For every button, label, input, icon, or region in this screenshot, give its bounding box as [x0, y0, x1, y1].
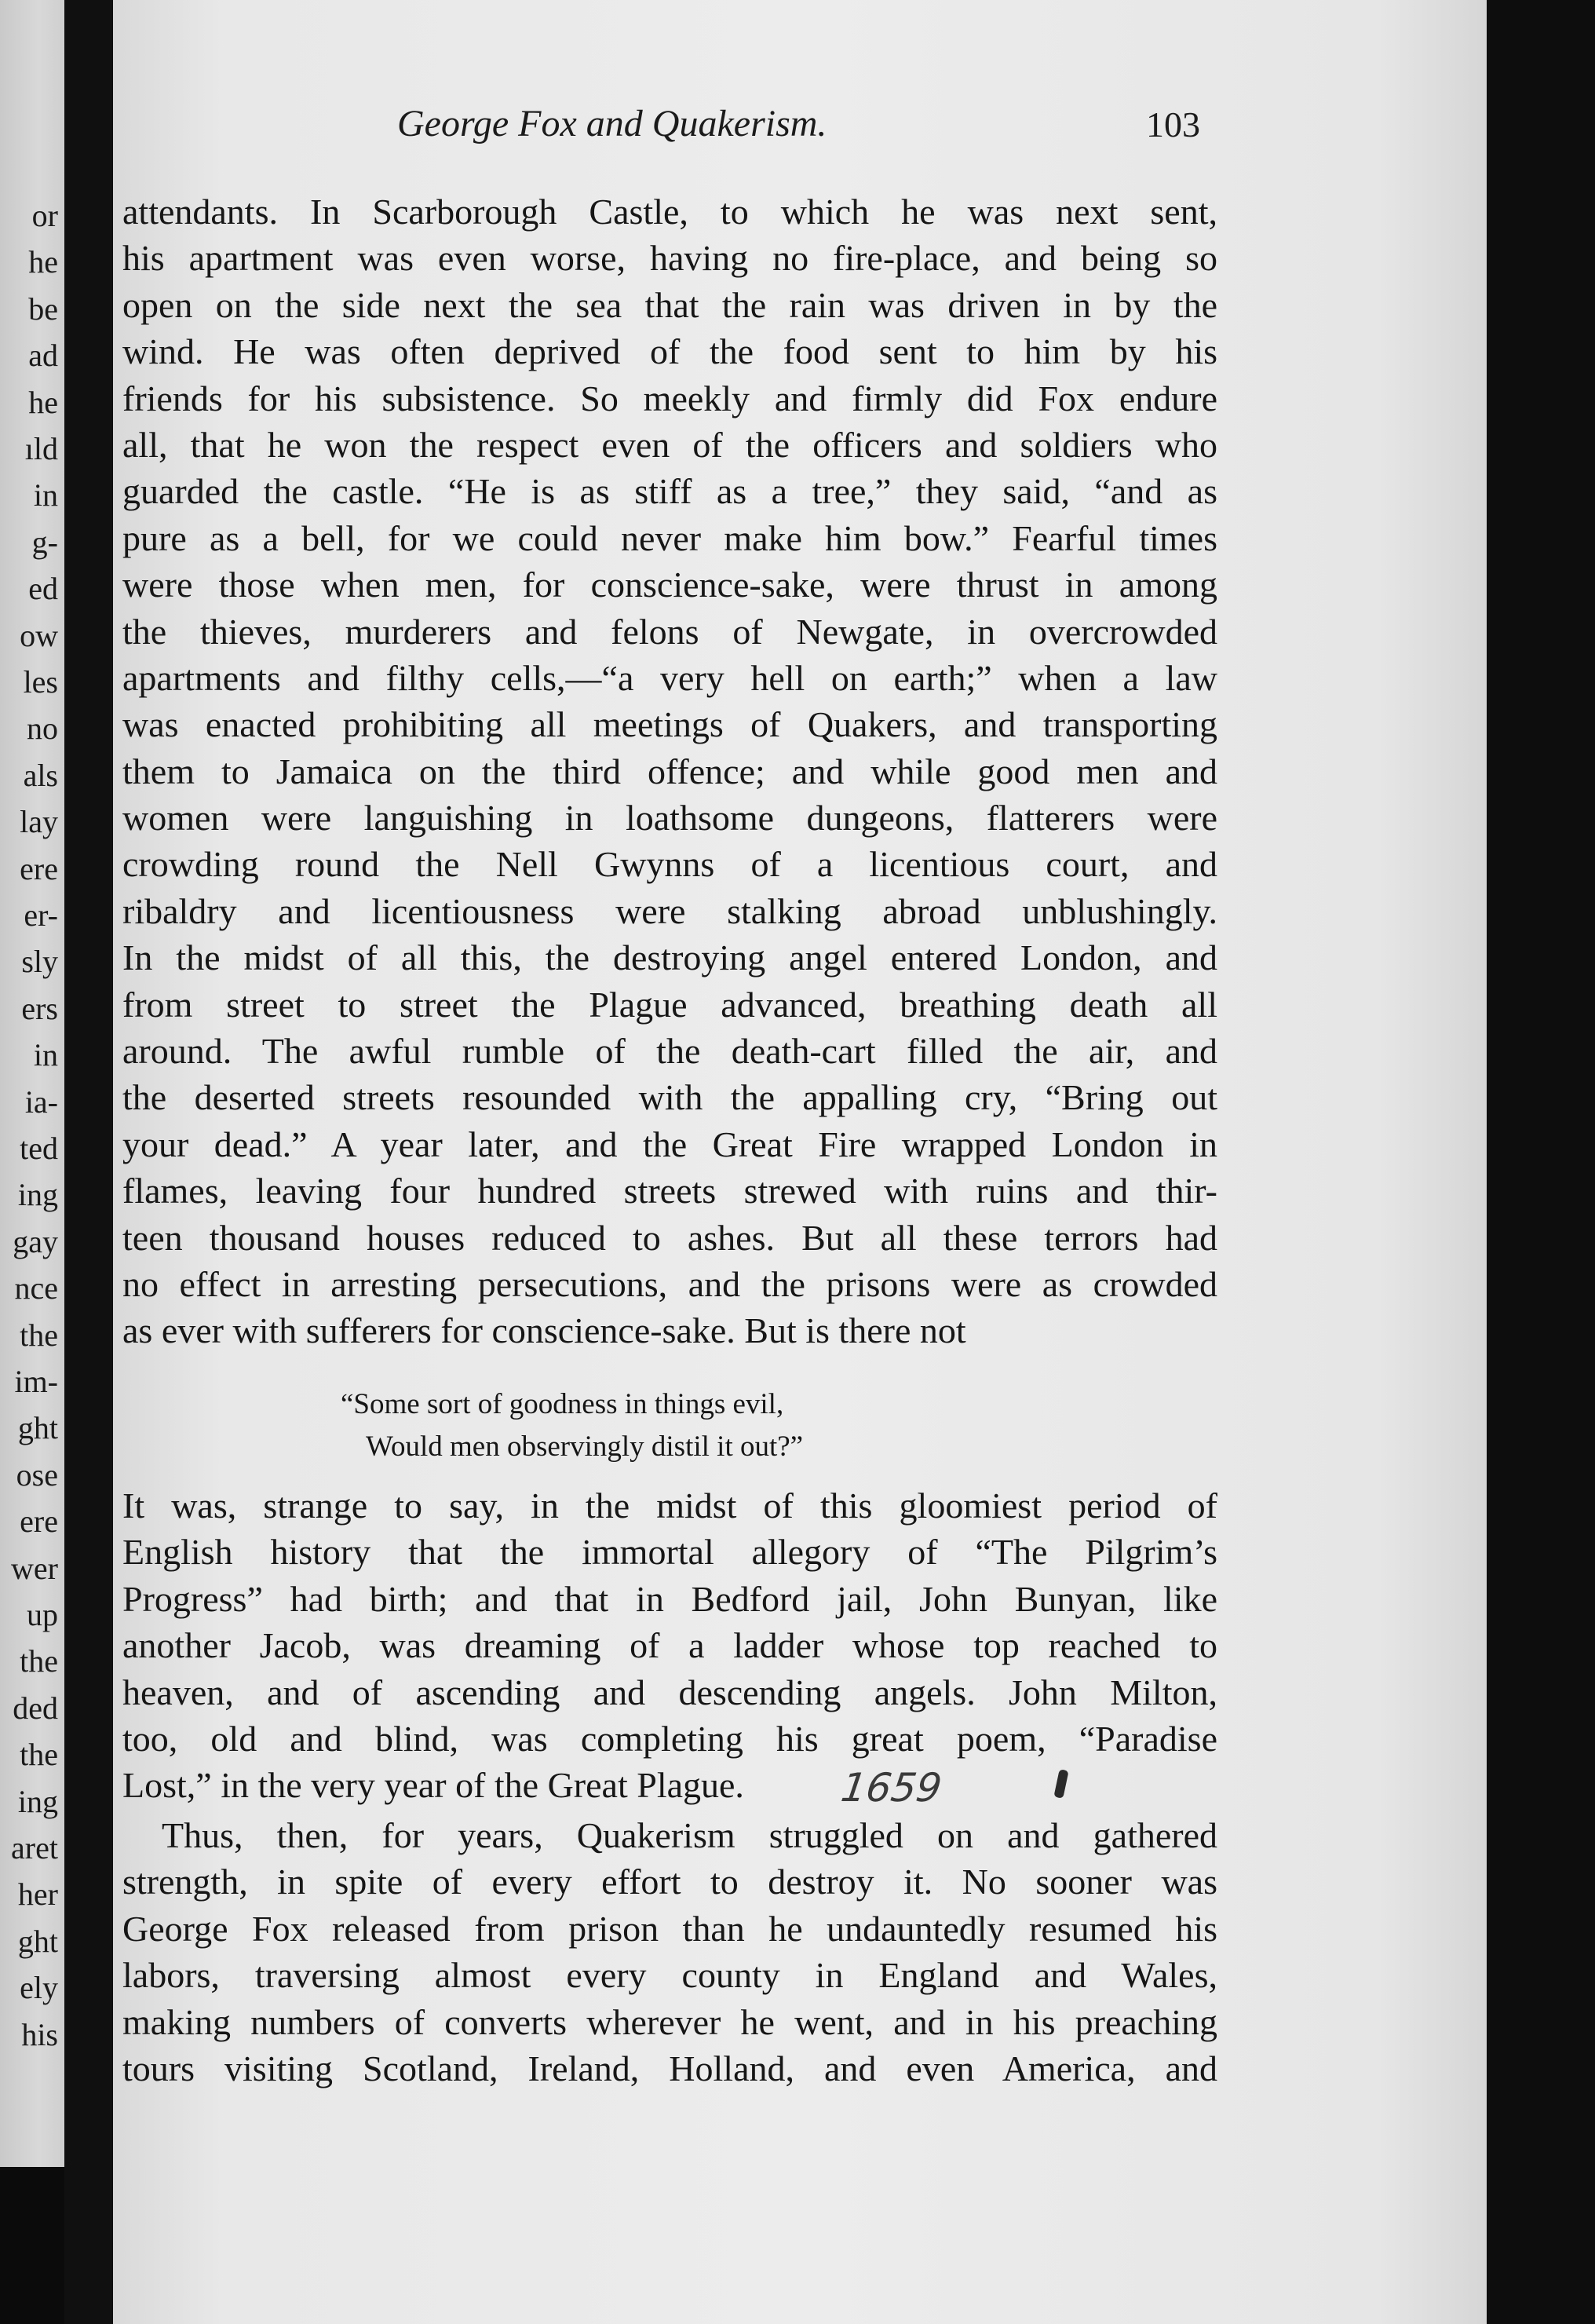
left-page-fragment: wer	[11, 1550, 58, 1586]
left-page-fragment: nce	[14, 1270, 58, 1306]
text-line: attendants. In Scarborough Castle, to which he was next sent,	[122, 192, 1217, 232]
text-line: Lost,” in the very year of the Great Plague.	[122, 1765, 744, 1806]
left-page-fragment: im-	[14, 1364, 58, 1399]
left-page-fragment: ght	[17, 1923, 58, 1959]
text-line: around. The awful rumble of the death-cart filled the air, and	[122, 1031, 1217, 1072]
adjacent-left-page	[0, 0, 64, 2167]
text-line: wind. He was often deprived of the food sent to him by his	[122, 331, 1217, 372]
quote-line: Would men observingly distil it out?”	[366, 1431, 804, 1463]
left-page-fragment: als	[23, 757, 58, 793]
left-page-fragment: ose	[16, 1456, 58, 1493]
left-page-fragment: in	[33, 477, 58, 513]
book-page	[113, 0, 1487, 2324]
left-page-fragment: be	[28, 290, 58, 327]
text-line: It was, strange to say, in the midst of this gloomiest period of	[122, 1485, 1217, 1526]
text-line: were those when men, for conscience-sake, were thrust in among	[122, 565, 1217, 605]
text-line: the deserted streets resounded with the appalling cry, “Bring out	[122, 1077, 1217, 1118]
left-page-fragment: les	[23, 664, 58, 700]
text-line: your dead.” A year later, and the Great Fire wrapped London in	[122, 1124, 1217, 1164]
page-header	[113, 102, 1487, 165]
paragraph-1	[122, 188, 1217, 1354]
handwritten-annotation: 1659	[838, 1765, 945, 1811]
quote-line: “Some sort of goodness in things evil,	[341, 1388, 784, 1420]
text-line: heaven, and of ascending and descending angels. John Milton,	[122, 1672, 1217, 1712]
left-page-fragment: aret	[11, 1830, 58, 1865]
text-line: making numbers of converts wherever he went, and in his preaching	[122, 2001, 1217, 2042]
left-page-fragment: or	[31, 198, 58, 233]
running-title: George Fox and Quakerism.	[397, 103, 827, 144]
left-page-fragment: his	[21, 2016, 58, 2052]
text-line: pure as a bell, for we could never make him bow.” Fearful times	[122, 517, 1217, 558]
text-line: ribaldry and licentiousness were stalking abroad unblushingly.	[122, 890, 1217, 931]
text-line: flames, leaving four hundred streets strewed with ruins and thir-	[122, 1171, 1217, 1211]
text-line: as ever with sufferers for conscience-sake. But is there not	[122, 1310, 966, 1351]
left-page-fragment: no	[27, 711, 58, 747]
left-page-fragment: ers	[21, 990, 58, 1026]
text-line: open on the side next the sea that the rain was driven in by the	[122, 284, 1217, 325]
verse-quote	[341, 1383, 1047, 1468]
left-page-fragment: the	[20, 1737, 58, 1773]
text-line: Thus, then, for years, Quakerism struggled on and gathered	[162, 1815, 1217, 1855]
left-page-fragment: er-	[24, 897, 58, 933]
text-line: friends for his subsistence. So meekly and firmly did Fox endure	[122, 378, 1217, 418]
left-page-fragment: ted	[20, 1131, 58, 1166]
left-page-fragment: he	[28, 384, 58, 420]
left-page-fragment: ere	[20, 850, 58, 886]
text-line: Progress” had birth; and that in Bedford jail, John Bunyan, like	[122, 1578, 1217, 1619]
left-page-fragment: ad	[28, 338, 58, 374]
text-line: his apartment was even worse, having no fire-place, and being so	[122, 238, 1217, 279]
text-line: In the midst of all this, the destroying angel entered London, and	[122, 937, 1217, 978]
text-line: too, old and blind, was completing his great poem, “Paradise	[122, 1718, 1217, 1759]
text-line: tours visiting Scotland, Ireland, Holland, and even America, and	[122, 2048, 1217, 2088]
text-line: no effect in arresting persecutions, and the prisons were as crowded	[122, 1263, 1217, 1304]
text-line: from street to street the Plague advanced, breathing death all	[122, 984, 1217, 1025]
text-line: the thieves, murderers and felons of Newgate, in overcrowded	[122, 611, 1217, 652]
left-page-fragment: ded	[13, 1690, 58, 1726]
left-page-fragment: ely	[20, 1970, 58, 2006]
left-page-fragment: in	[33, 1037, 58, 1073]
left-page-fragment: ed	[28, 571, 58, 607]
left-page-fragment: gay	[13, 1223, 58, 1259]
text-line: all, that he won the respect even of the officers and soldiers who	[122, 424, 1217, 465]
text-line: apartments and filthy cells,—“a very hell on earth;” when a law	[122, 657, 1217, 698]
left-page-fragment: he	[28, 244, 58, 280]
text-line: strength, in spite of every effort to destroy it. No sooner was	[122, 1862, 1217, 1902]
text-line: them to Jamaica on the third offence; and while good men and	[122, 751, 1217, 791]
text-line: labors, traversing almost every county in England and Wales,	[122, 1955, 1217, 1996]
left-page-fragment: the	[20, 1317, 58, 1353]
text-line: was enacted prohibiting all meetings of Quakers, and transporting	[122, 704, 1217, 745]
left-page-fragment: up	[27, 1597, 58, 1632]
left-page-fragment: her	[17, 1876, 58, 1913]
book-gutter	[64, 0, 113, 2324]
paragraph-2	[122, 1482, 1217, 1809]
left-page-fragment: ing	[17, 1783, 58, 1819]
left-page-fragment: ow	[20, 617, 58, 653]
left-page-fragment: ia-	[24, 1083, 58, 1120]
left-page-fragment: lay	[20, 804, 58, 840]
text-line: English history that the immortal allegory of “The Pilgrim’s	[122, 1532, 1217, 1573]
text-line: George Fox released from prison than he undauntedly resumed his	[122, 1908, 1217, 1949]
left-page-fragment: the	[20, 1643, 58, 1679]
left-page-fragment: g-	[31, 524, 58, 560]
text-line: women were languishing in loathsome dungeons, flatterers were	[122, 798, 1217, 839]
page-number: 103	[1146, 104, 1200, 144]
left-page-fragment: sly	[21, 944, 58, 980]
text-line: another Jacob, was dreaming of a ladder whose top reached to	[122, 1625, 1217, 1666]
scan-background-right	[1487, 0, 1595, 2324]
text-line: teen thousand houses reduced to ashes. But all these terrors had	[122, 1217, 1217, 1258]
left-page-fragment: ing	[17, 1177, 58, 1213]
text-line: guarded the castle. “He is as stiff as a tree,” they said, “and as	[122, 471, 1217, 512]
left-page-fragment: ght	[17, 1410, 58, 1446]
text-line: crowding round the Nell Gwynns of a licentious court, and	[122, 844, 1217, 885]
paragraph-3	[122, 1812, 1217, 2092]
left-page-fragment: ere	[20, 1504, 58, 1540]
left-page-fragment: ıld	[24, 431, 58, 466]
